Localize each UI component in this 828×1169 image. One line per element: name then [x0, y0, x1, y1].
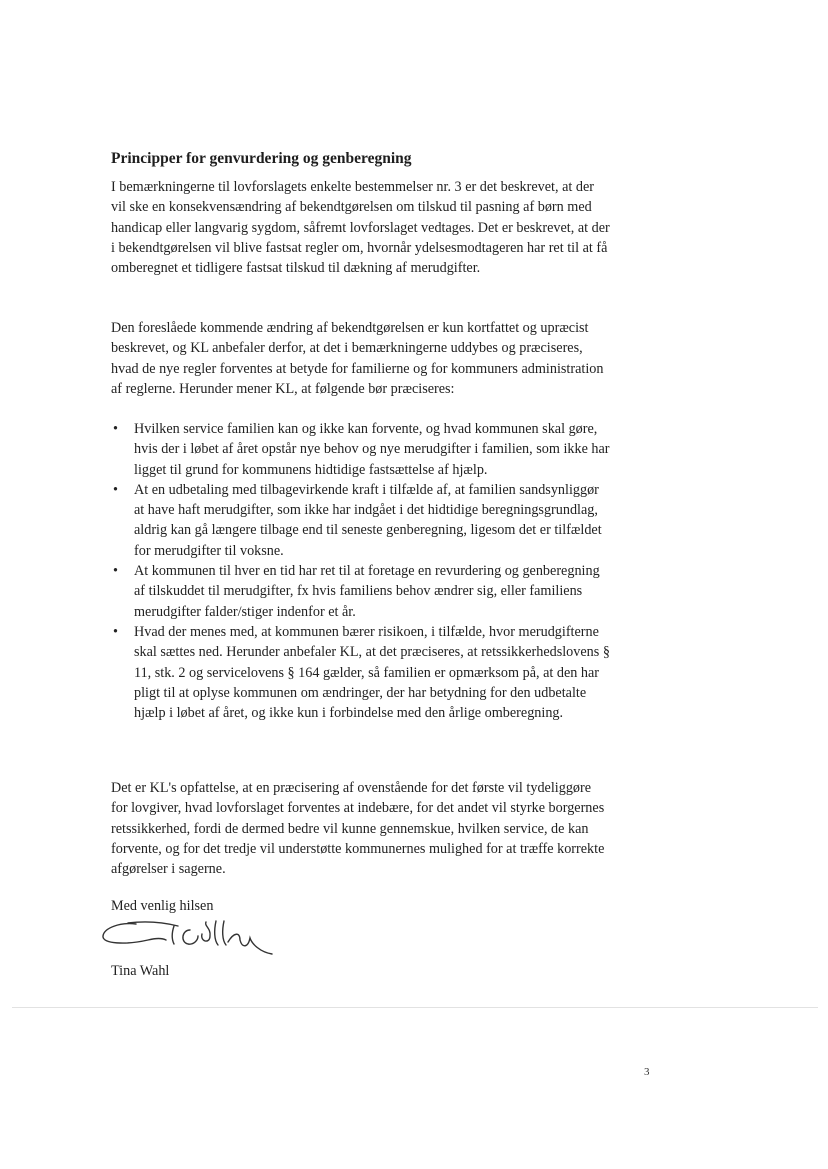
closing-greeting: Med venlig hilsen: [111, 898, 214, 914]
handwritten-signature: [100, 918, 280, 960]
list-item: • At en udbetaling med tilbagevirkende kraft i tilfælde af, at familien sandsynliggør at have haft merudgifter, som ikke har indgået i det hidtidige beregningsgrundlag, aldrig kan gå længere tilbage end til seneste genberegning, ligesom det er tilfældet for merudgifter til voksne.: [111, 480, 611, 561]
recommendation-list: [111, 419, 611, 723]
paragraph-anbefaling: Den foreslåede kommende ændring af bekendtgørelsen er kun kortfattet og upræcist beskrevet, og KL anbefaler derfor, at det i bemærkningerne uddybes og præciseres, hvad de nye regler forventes at betyde for familierne og for kommuners administration af reglerne. Herunder mener KL, at følgende bør præciseres:: [111, 320, 604, 397]
paragraph-konsekvensaendring: I bemærkningerne til lovforslagets enkelte bestemmelser nr. 3 er det beskrevet, at der vil ske en konsekvensændring af bekendtgørelsen om tilskud til pasning af børn med handicap eller langvarig sygdom, såfremt lovforslaget vedtages. Det er beskrevet, at der i bekendtgørelsen vil blive fastsat regler om, hvornår ydelsesmodtageren har ret til at få omberegnet et tidligere fastsat tilskud til dækning af merudgifter.: [111, 179, 610, 277]
list-item: • Hvad der menes med, at kommunen bærer risikoen, i tilfælde, hvor merudgifterne skal sættes ned. Herunder anbefaler KL, at det præciseres, at retssikkerhedslovens § 11, stk. 2 og servicelovens § 164 gælder, så familien er opmærksom på, at den har pligt til at oplyse kommunen om ændringer, der har betydning for den udbetalte hjælp i løbet af året, og ikke kun i forbindelse med den årlige omberegning.: [111, 622, 611, 723]
page-number: 3: [644, 1066, 650, 1078]
list-item: • Hvilken service familien kan og ikke kan forvente, og hvad kommunen skal gøre, hvis der i løbet af året opstår nye behov og nye merudgifter i familien, som ikke har ligget til grund for kommunens hidtidige fastsættelse af hjælp.: [111, 419, 611, 480]
paragraph-opfattelse: Det er KL's opfattelse, at en præcisering af ovenstående for det første vil tydeliggøre for lovgiver, hvad lovforslaget forventes at indebære, for det andet vil styrke borgernes retssikkerhed, fordi de dermed bedre vil kunne gennemskue, hvilken service, de kan forvente, og for det tredje vil understøtte kommunernes mulighed for at træffe korrekte afgørelser i sagerne.: [111, 780, 605, 878]
signer-name: Tina Wahl: [111, 963, 170, 979]
section-heading: Principper for genvurdering og genberegning: [111, 150, 412, 167]
page-divider: [12, 1007, 818, 1008]
list-item: • At kommunen til hver en tid har ret til at foretage en revurdering og genberegning af tilskuddet til merudgifter, fx hvis familiens behov ændrer sig, eller familiens merudgifter falder/stiger indenfor et år.: [111, 561, 611, 622]
